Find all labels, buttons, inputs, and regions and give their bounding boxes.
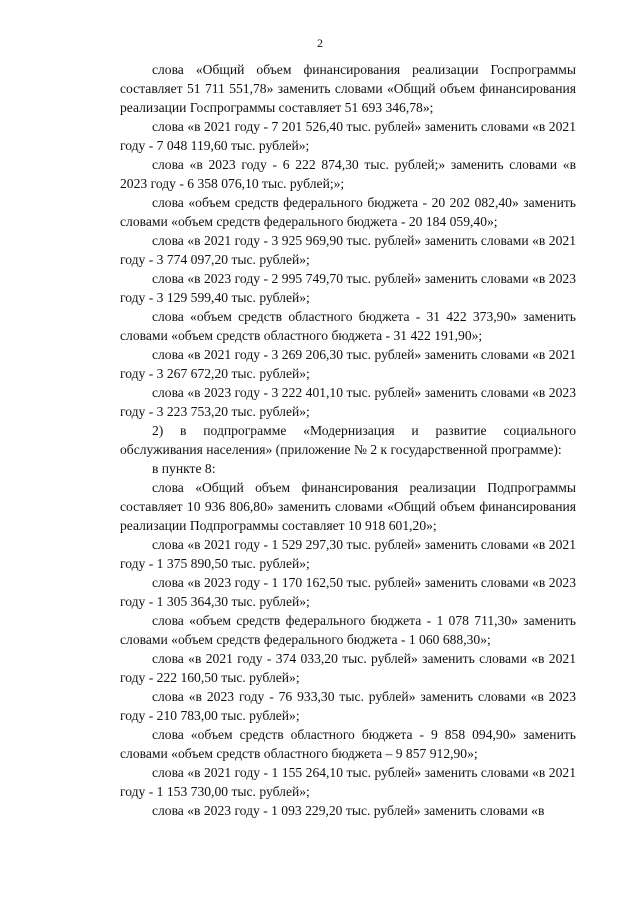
paragraph: слова «в 2023 году - 2 995 749,70 тыс. рублей» заменить словами «в 2023 году - 3 129 599,40 тыс. рублей»;: [120, 271, 576, 305]
paragraph: слова «в 2021 году - 374 033,20 тыс. рублей» заменить словами «в 2021 году - 222 160,50 тыс. рублей»;: [120, 651, 576, 685]
paragraph: слова «в 2023 году - 1 170 162,50 тыс. рублей» заменить словами «в 2023 году - 1 305 364,30 тыс. рублей»;: [120, 575, 576, 609]
page-number: 2: [317, 36, 323, 50]
paragraph: 2) в подпрограмме «Модернизация и развитие социального обслуживания населения» (приложение № 2 к государственной программе):: [120, 423, 576, 457]
paragraph: слова «в 2021 году - 3 269 206,30 тыс. рублей» заменить словами «в 2021 году - 3 267 672,20 тыс. рублей»;: [120, 347, 576, 381]
paragraph: слова «Общий объем финансирования реализации Подпрограммы составляет 10 936 806,80» заменить словами «Общий объем финансирования реализации Подпрограммы составляет 10 918 601,20»;: [120, 480, 576, 533]
paragraph: слова «в 2021 году - 1 155 264,10 тыс. рублей» заменить словами «в 2021 году - 1 153 730,00 тыс. рублей»;: [120, 765, 576, 799]
paragraph: слова «объем средств областного бюджета - 9 858 094,90» заменить словами «объем средств областного бюджета – 9 857 912,90»;: [120, 727, 576, 761]
document-body: [120, 60, 576, 820]
paragraph: слова «в 2023 году - 6 222 874,30 тыс. рублей;» заменить словами «в 2023 году - 6 358 076,10 тыс. рублей;»;: [120, 157, 576, 191]
paragraph: слова «в 2023 году - 3 222 401,10 тыс. рублей» заменить словами «в 2023 году - 3 223 753,20 тыс. рублей»;: [120, 385, 576, 419]
paragraph: слова «в 2023 году - 1 093 229,20 тыс. рублей» заменить словами «в: [151, 803, 545, 818]
paragraph: слова «объем средств федерального бюджета - 1 078 711,30» заменить словами «объем средств федерального бюджета - 1 060 688,30»;: [120, 613, 576, 647]
paragraph: слова «в 2023 году - 76 933,30 тыс. рублей» заменить словами «в 2023 году - 210 783,00 тыс. рублей»;: [120, 689, 576, 723]
paragraph: слова «в 2021 году - 7 201 526,40 тыс. рублей» заменить словами «в 2021 году - 7 048 119,60 тыс. рублей»;: [120, 119, 576, 153]
paragraph: в пункте 8:: [151, 461, 216, 476]
paragraph: слова «объем средств федерального бюджета - 20 202 082,40» заменить словами «объем средств федерального бюджета - 20 184 059,40»;: [120, 195, 576, 229]
paragraph: слова «в 2021 году - 3 925 969,90 тыс. рублей» заменить словами «в 2021 году - 3 774 097,20 тыс. рублей»;: [120, 233, 576, 267]
paragraph: слова «в 2021 году - 1 529 297,30 тыс. рублей» заменить словами «в 2021 году - 1 375 890,50 тыс. рублей»;: [120, 537, 576, 571]
paragraph: слова «объем средств областного бюджета - 31 422 373,90» заменить словами «объем средств областного бюджета - 31 422 191,90»;: [120, 309, 576, 343]
paragraph: слова «Общий объем финансирования реализации Госпрограммы составляет 51 711 551,78» заменить словами «Общий объем финансирования реализации Госпрограммы составляет 51 693 346,78»;: [120, 62, 576, 115]
